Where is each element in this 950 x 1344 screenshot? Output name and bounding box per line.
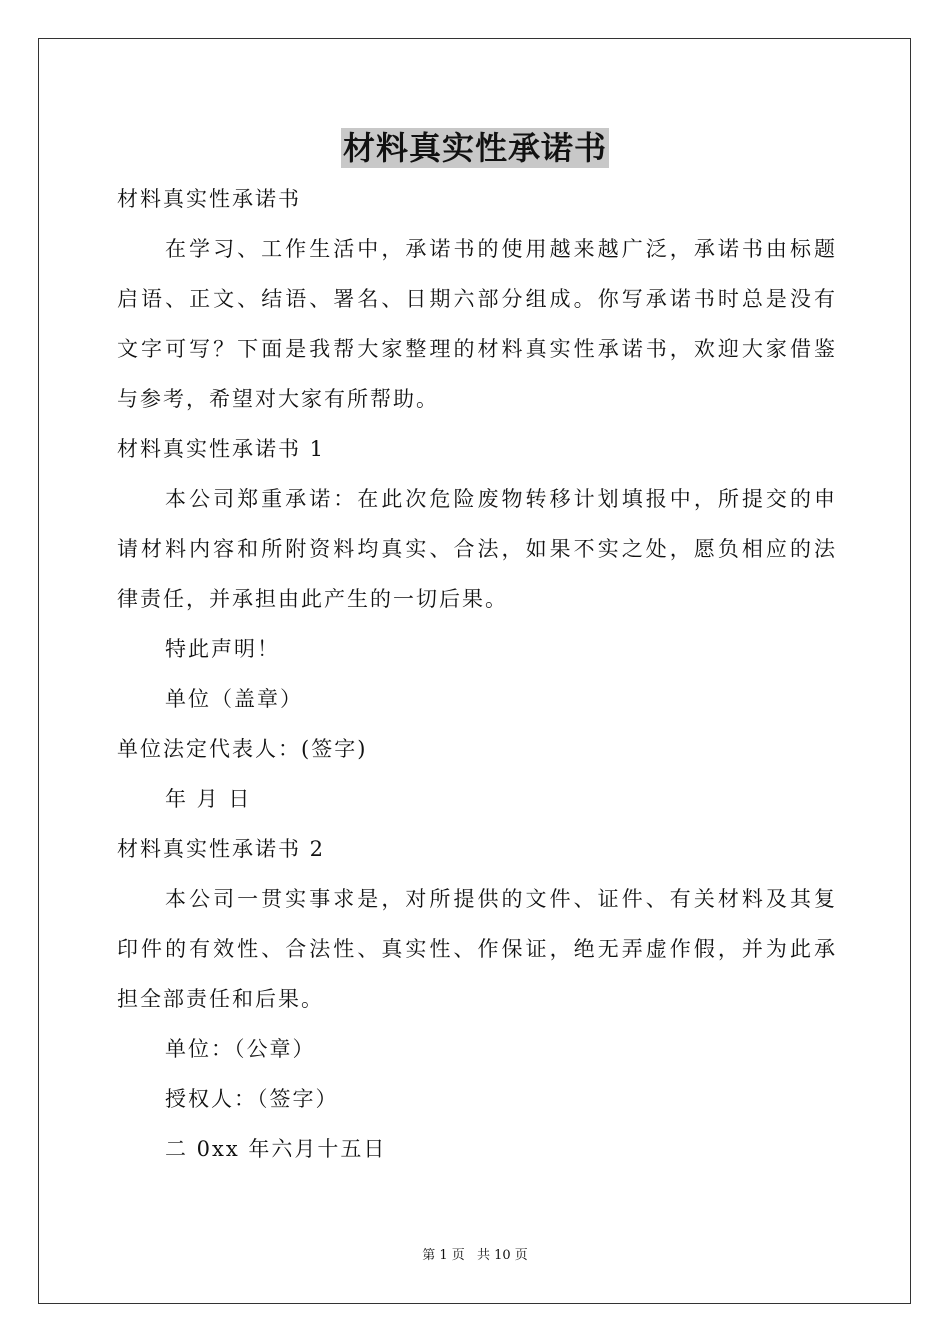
text-line: 单位法定代表人：(签字) bbox=[117, 737, 368, 761]
text-line: 材料真实性承诺书 2 bbox=[117, 837, 326, 861]
text-line: 与参考，希望对大家有所帮助。 bbox=[117, 387, 439, 411]
page-total: 共 10 页 bbox=[476, 1248, 528, 1263]
text-line: 二 0xx 年六月十五日 bbox=[165, 1137, 387, 1161]
text-line: 材料真实性承诺书 bbox=[117, 187, 301, 211]
text-line: 单位（盖章） bbox=[165, 687, 303, 711]
text-line: 本公司一贯实事求是，对所提供的文件、证件、有关材料及其复 bbox=[165, 887, 835, 911]
text-line: 律责任，并承担由此产生的一切后果。 bbox=[117, 587, 508, 611]
text-line: 特此声明！ bbox=[165, 637, 280, 661]
document-body bbox=[117, 174, 835, 1174]
text-line: 单位：（公章） bbox=[165, 1037, 316, 1061]
title-container bbox=[0, 128, 950, 168]
text-line: 材料真实性承诺书 1 bbox=[117, 437, 326, 461]
document-title: 材料真实性承诺书 bbox=[342, 129, 607, 167]
text-line: 印件的有效性、合法性、真实性、作保证，绝无弄虚作假，并为此承 bbox=[117, 937, 835, 961]
text-line: 文字可写？下面是我帮大家整理的材料真实性承诺书，欢迎大家借鉴 bbox=[117, 337, 835, 361]
text-line: 年 月 日 bbox=[165, 787, 252, 811]
page-number: 第 1 页 bbox=[422, 1248, 465, 1263]
text-line: 授权人：（签字） bbox=[165, 1087, 339, 1111]
text-line: 请材料内容和所附资料均真实、合法，如果不实之处，愿负相应的法 bbox=[117, 537, 835, 561]
text-line: 启语、正文、结语、署名、日期六部分组成。你写承诺书时总是没有 bbox=[117, 287, 835, 311]
text-line: 在学习、工作生活中，承诺书的使用越来越广泛，承诺书由标题 bbox=[165, 237, 835, 261]
text-line: 本公司郑重承诺：在此次危险废物转移计划填报中，所提交的申 bbox=[165, 487, 835, 511]
text-line: 担全部责任和后果。 bbox=[117, 987, 324, 1011]
page-footer bbox=[0, 1247, 950, 1265]
